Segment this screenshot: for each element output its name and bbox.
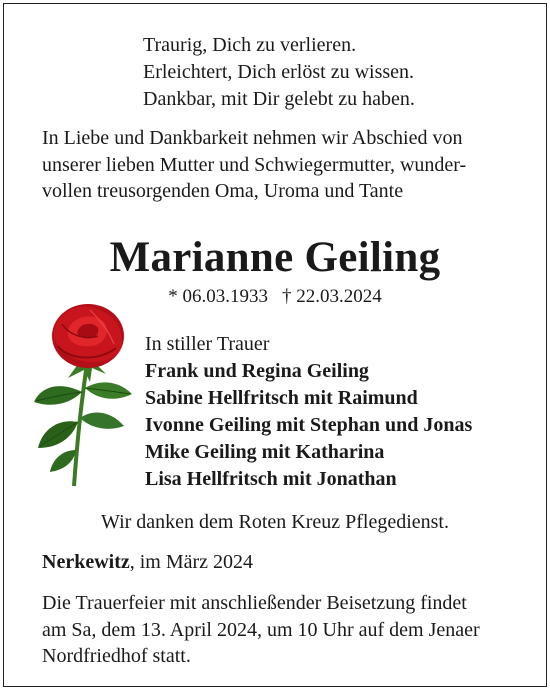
town-name: Nerkewitz bbox=[42, 551, 130, 573]
mourners-heading: In stiller Trauer bbox=[145, 333, 270, 355]
deceased-name: Marianne Geiling bbox=[109, 234, 441, 281]
intro-line: vollen treusorgenden Oma, Uroma und Tante bbox=[42, 180, 404, 202]
death-date: † 22.03.2024 bbox=[282, 286, 382, 307]
mourner-name: Ivonne Geiling mit Stephan und Jonas bbox=[145, 414, 473, 436]
mourner-name: Frank und Regina Geiling bbox=[145, 360, 369, 382]
rose-icon bbox=[28, 300, 148, 488]
funeral-line: am Sa, dem 13. April 2024, um 10 Uhr auf dem Jenaer bbox=[42, 618, 480, 641]
mourner-name: Lisa Hellfritsch mit Jonathan bbox=[145, 468, 397, 490]
mourner-name: Mike Geiling mit Katharina bbox=[145, 441, 385, 463]
intro-line: In Liebe und Dankbarkeit nehmen wir Abschied von bbox=[42, 127, 463, 149]
thanks-note: Wir danken dem Roten Kreuz Pflegedienst. bbox=[101, 511, 449, 533]
intro-line: unserer lieben Mutter und Schwiegermutter, wunder- bbox=[42, 153, 467, 176]
funeral-details bbox=[42, 590, 537, 670]
poem-line: Dankbar, mit Dir gelebt zu haben. bbox=[143, 88, 415, 110]
mourners-list bbox=[145, 331, 472, 493]
poem-line: Erleichtert, Dich erlöst zu wissen. bbox=[143, 61, 415, 83]
notice-date: , im März 2024 bbox=[129, 551, 254, 573]
place-and-date bbox=[42, 549, 253, 575]
poem bbox=[143, 32, 415, 113]
poem-line: Traurig, Dich zu verlieren. bbox=[143, 34, 357, 56]
funeral-line: Die Trauerfeier mit anschließender Beisetzung findet bbox=[42, 592, 467, 614]
obituary-notice bbox=[3, 3, 547, 687]
intro-text bbox=[42, 125, 532, 205]
funeral-line: Nordfriedhof statt. bbox=[42, 645, 191, 667]
birth-date: * 06.03.1933 bbox=[168, 286, 268, 307]
mourner-name: Sabine Hellfritsch mit Raimund bbox=[145, 387, 418, 409]
